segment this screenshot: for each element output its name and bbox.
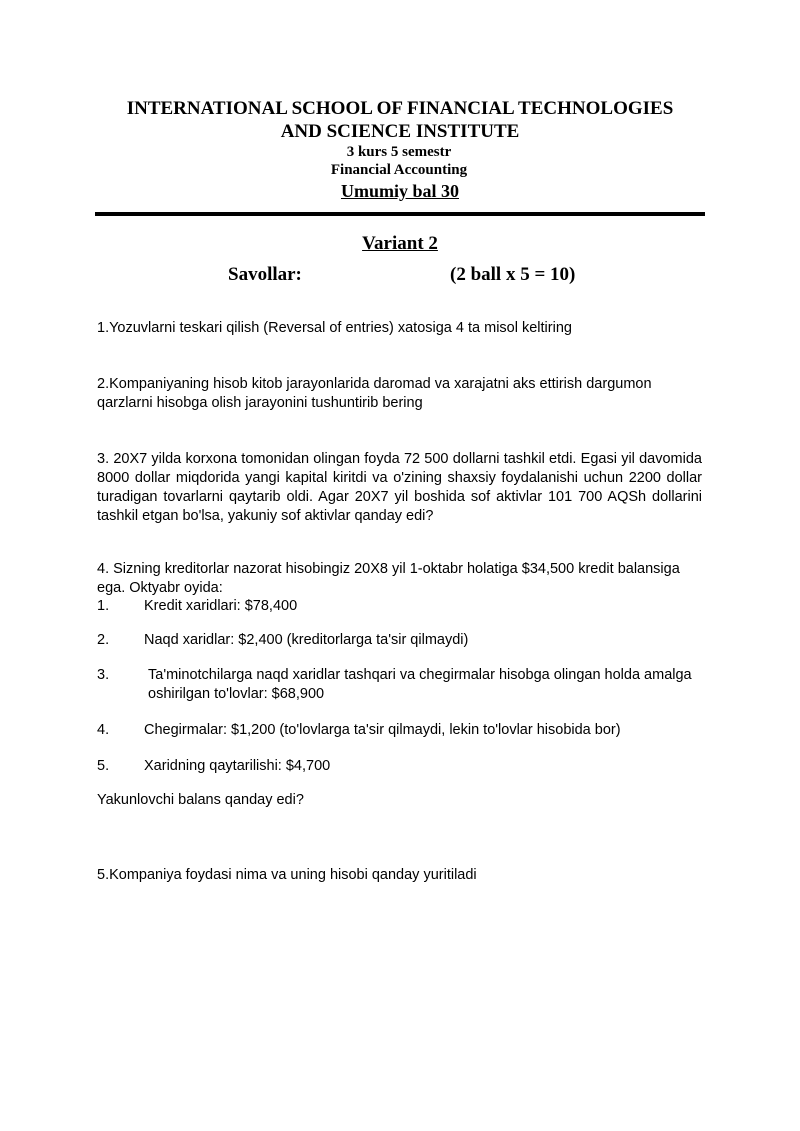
question-5: 5.Kompaniya foydasi nima va uning hisobi qanday yuritiladi (97, 867, 477, 883)
list-item (97, 666, 707, 704)
list-item (97, 631, 707, 650)
list-item-text: Naqd xaridlar: $2,400 (kreditorlarga ta'sir qilmaydi) (144, 632, 469, 648)
question-4-ask: Yakunlovchi balans qanday edi? (97, 792, 304, 808)
question-1: 1.Yozuvlarni teskari qilish (Reversal of entries) xatosiga 4 ta misol keltiring (97, 320, 572, 336)
list-item (97, 721, 707, 740)
list-item-number: 2. (97, 632, 110, 648)
scoring-info: (2 ball x 5 = 10) (450, 264, 576, 285)
institution-title-line1: INTERNATIONAL SCHOOL OF FINANCIAL TECHNOLOGIES (126, 98, 674, 119)
list-item-text: Ta'minotchilarga naqd xaridlar tashqari va chegirmalar hisobga olingan holda amalga oshirilgan to'lovlar: $68,900 (148, 667, 692, 702)
institution-title-line2: AND SCIENCE INSTITUTE (280, 121, 520, 142)
list-item-text: Chegirmalar: $1,200 (to'lovlarga ta'sir qilmaydi, lekin to'lovlar hisobida bor) (144, 722, 621, 738)
list-item-number: 1. (97, 598, 110, 614)
list-item (97, 597, 707, 616)
questions-label: Savollar: (228, 264, 302, 285)
course-semester: 3 kurs 5 semestr (346, 144, 452, 160)
list-item-number: 5. (97, 758, 110, 774)
question-2: 2.Kompaniyaning hisob kitob jarayonlarida daromad va xarajatni aks ettirish dargumon qarzlarni hisobga olish jarayonini tushuntirib bering (97, 376, 652, 411)
list-item-number: 4. (97, 722, 110, 738)
list-item-text: Xaridning qaytarilishi: $4,700 (144, 758, 331, 774)
list-item-text: Kredit xaridlari: $78,400 (144, 598, 298, 614)
subject-name: Financial Accounting (330, 162, 468, 178)
question-4-intro: 4. Sizning kreditorlar nazorat hisobingiz 20X8 yil 1-oktabr holatiga $34,500 kredit balansiga ega. Oktyabr oyida: (97, 561, 680, 596)
header-divider (95, 212, 705, 216)
list-item-number: 3. (97, 667, 110, 683)
list-item (97, 757, 707, 776)
variant-title: Variant 2 (362, 233, 438, 254)
question-3: 3. 20X7 yilda korxona tomonidan olingan foyda 72 500 dollarni tashkil etdi. Egasi yil davomida 8000 dollar miqdorida yangi kapital kiritdi va o'zining shaxsiy foydalanishi uchun 2200 dollar turadigan tovarlarni qaytarib oldi. Agar 20X7 yil boshida sof aktivlar 101 700 AQSh dollarini tashkil etgan bo'lsa, yakuniy sof aktivlar qanday edi? (97, 451, 702, 524)
total-score: Umumiy bal 30 (340, 181, 459, 201)
